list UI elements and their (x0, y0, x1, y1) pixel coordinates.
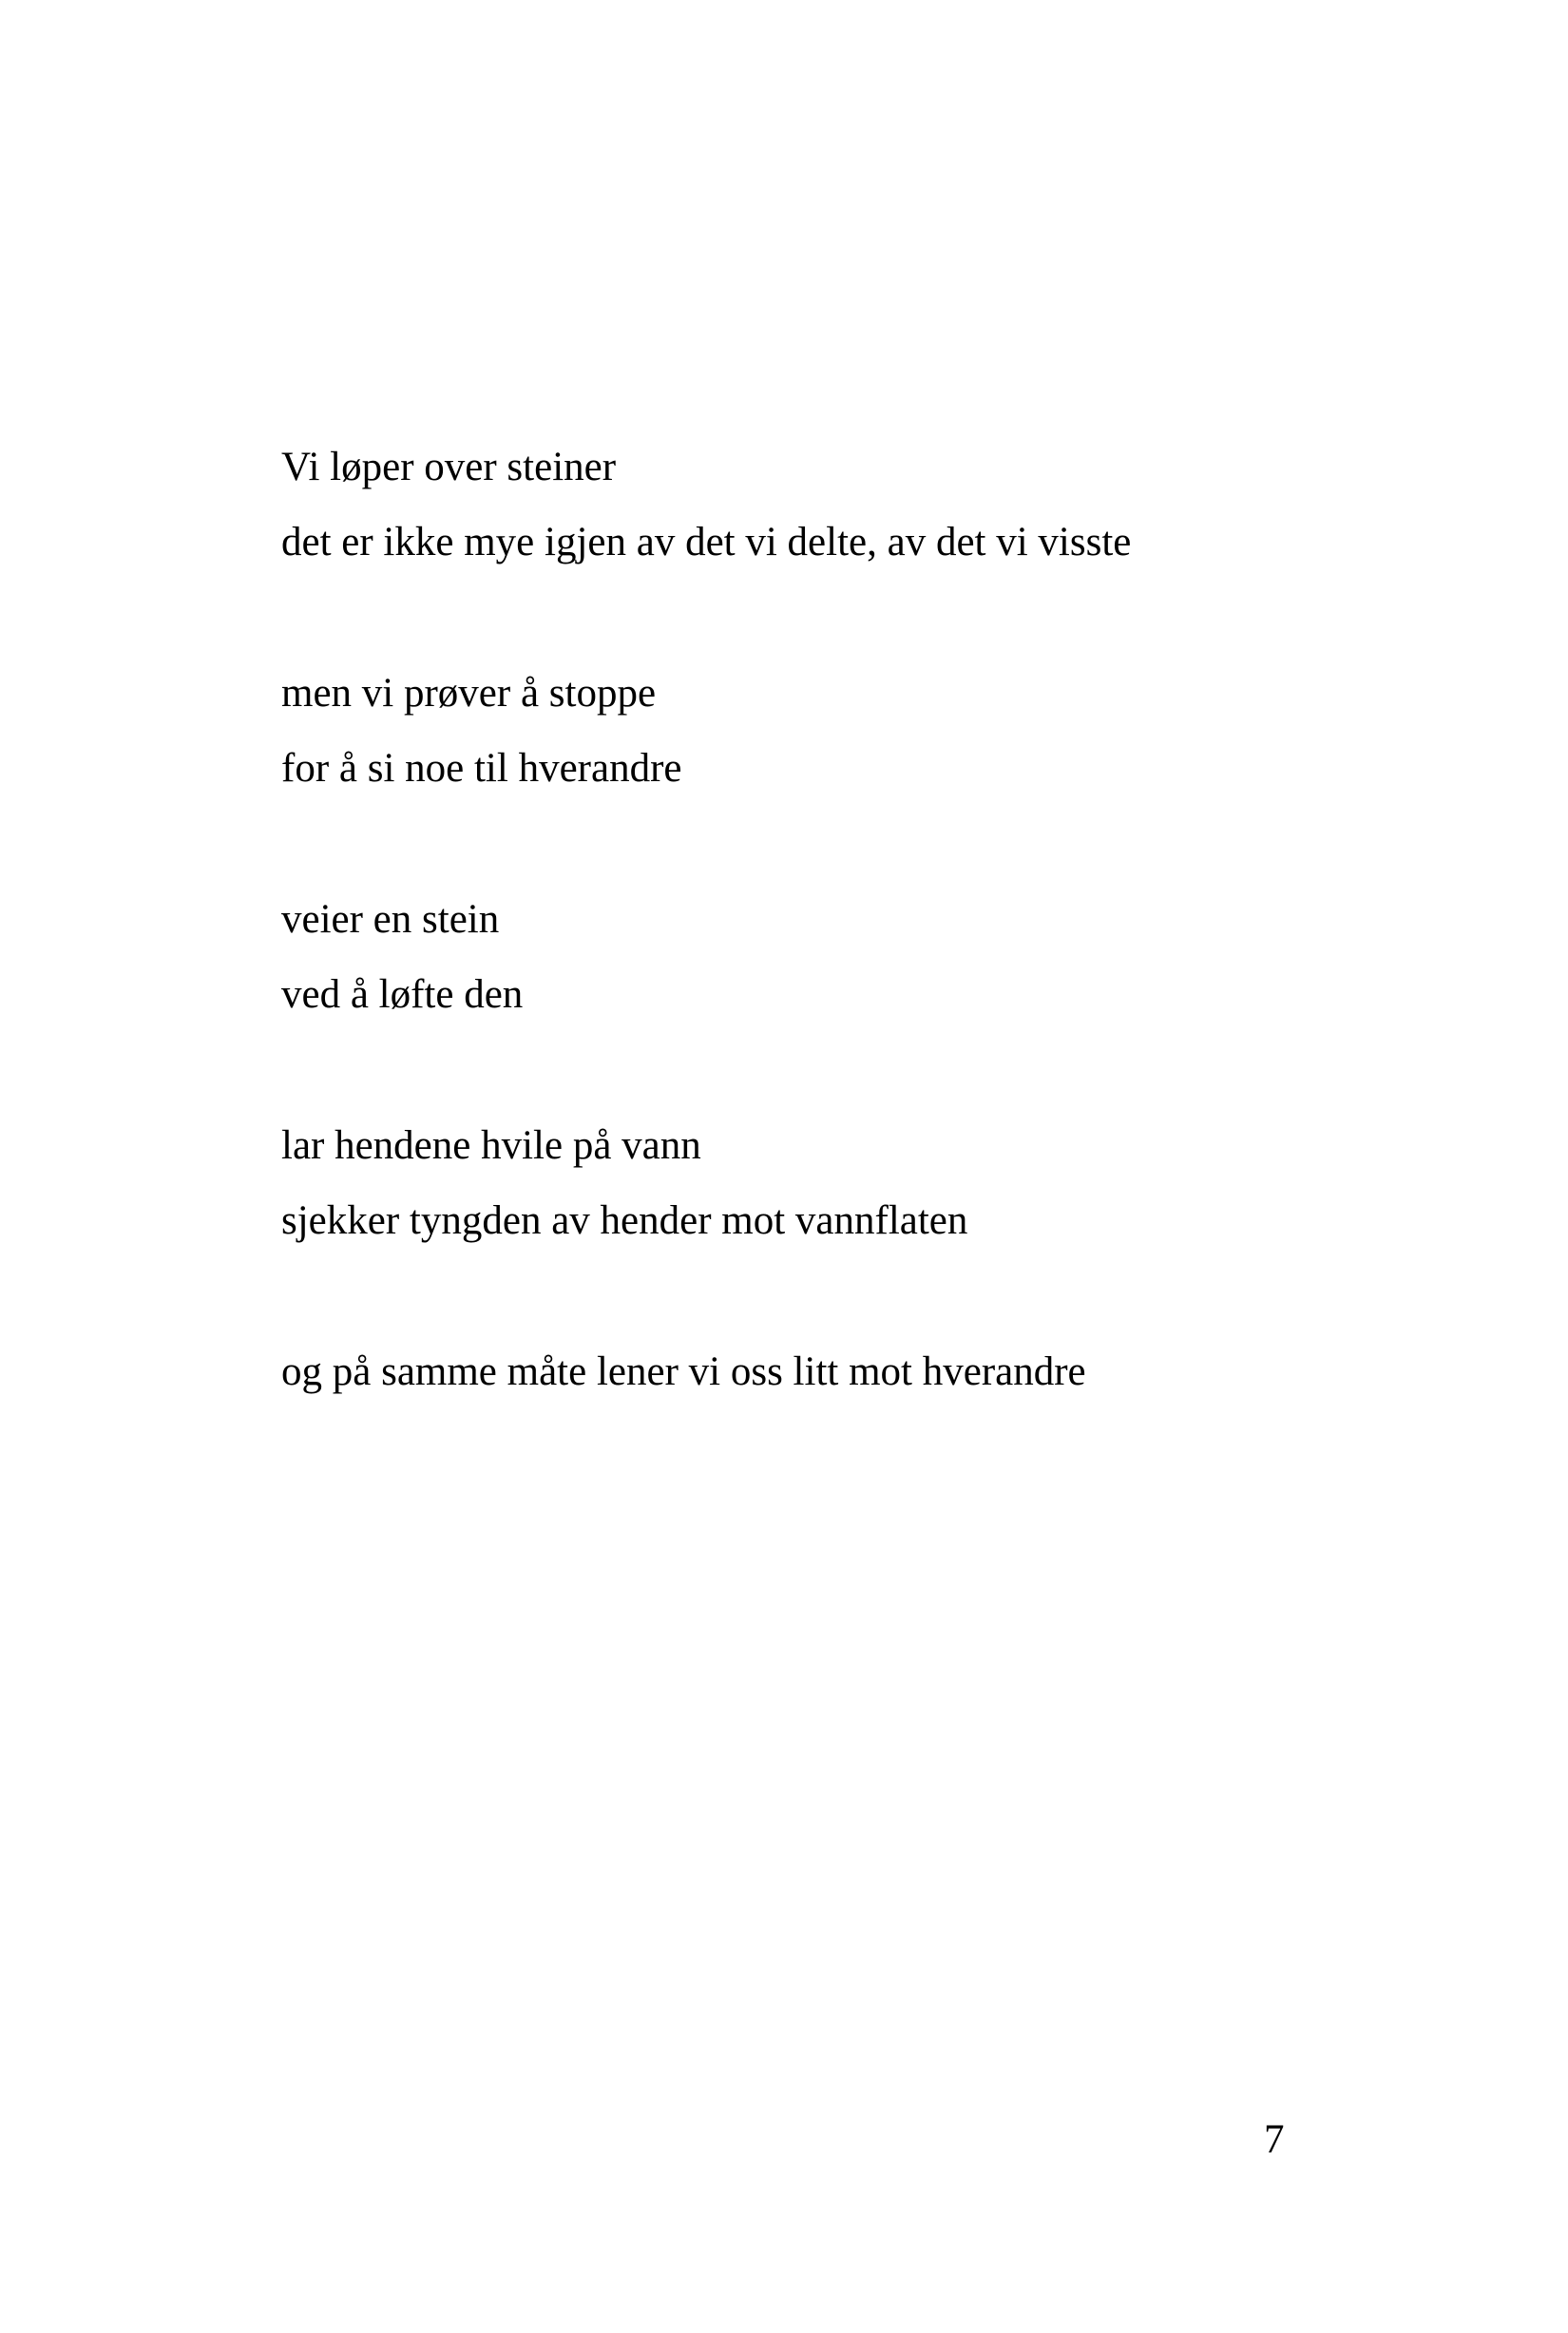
poem-line: veier en stein (281, 897, 500, 942)
stanza-5 (281, 1334, 1422, 1409)
poem-line: for å si noe til hverandre (281, 746, 682, 791)
poem-line: sjekker tyngden av hender mot vannflaten (281, 1198, 968, 1243)
poem-line: lar hendene hvile på vann (281, 1123, 701, 1168)
poem-line: men vi prøver å stoppe (281, 671, 657, 716)
stanza-3 (281, 882, 1422, 1032)
page-number: 7 (1264, 2117, 1285, 2162)
poem-line: det er ikke mye igjen av det vi delte, av det vi visste (281, 520, 1132, 564)
stanza-4 (281, 1108, 1422, 1258)
stanza-1 (281, 430, 1422, 580)
poem-line: og på samme måte lener vi oss litt mot hverandre (281, 1349, 1086, 1394)
poem-line: Vi løper over steiner (281, 445, 617, 489)
poem-line: ved å løfte den (281, 972, 524, 1017)
stanza-2 (281, 656, 1422, 806)
poem (281, 430, 1422, 1485)
